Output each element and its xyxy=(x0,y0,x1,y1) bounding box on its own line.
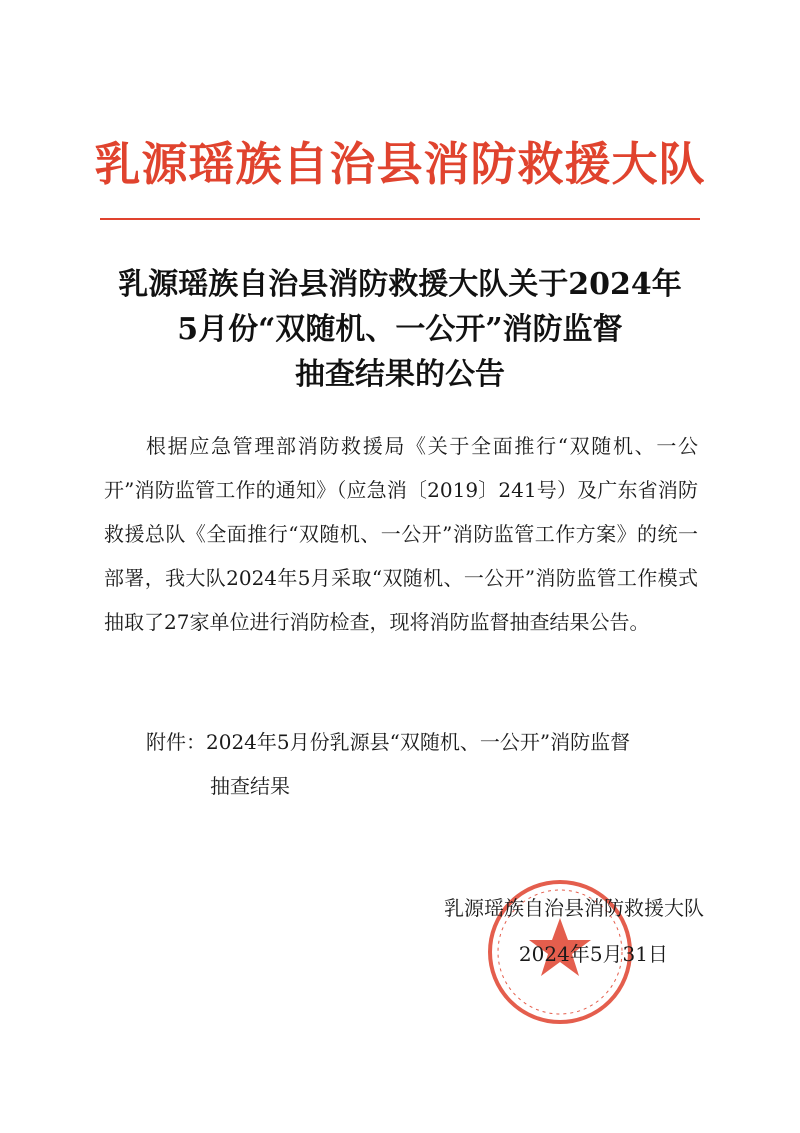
title-line-1: 乳源瑶族自治县消防救援大队关于2024年 xyxy=(118,267,682,302)
signature-organization: 乳源瑶族自治县消防救援大队 xyxy=(444,896,704,920)
header-divider xyxy=(100,218,700,220)
document-title xyxy=(0,262,800,397)
title-line-3: 抽查结果的公告 xyxy=(295,357,505,392)
attachment-line-1: 附件：2024年5月份乳源县“双随机、一公开”消防监督 xyxy=(146,730,631,754)
title-line-2: 5月份“双随机、一公开”消防监督 xyxy=(177,312,623,347)
org-banner: 乳源瑶族自治县消防救援大队 xyxy=(94,137,706,191)
attachment-line-2: 抽查结果 xyxy=(210,774,290,798)
body-paragraph: 根据应急管理部消防救援局《关于全面推行“双随机、一公开”消防监管工作的通知》（应急消〔2019〕241号）及广东省消防救援总队《全面推行“双随机、一公开”消防监管工作方案》的统一部署，我大队2024年5月采取“双随机、一公开”消防监管工作模式抽取了27家单位进行消防检查，现将消防监督抽查结果公告。 xyxy=(104,434,698,634)
signature-date: 2024年5月31日 xyxy=(518,942,668,966)
